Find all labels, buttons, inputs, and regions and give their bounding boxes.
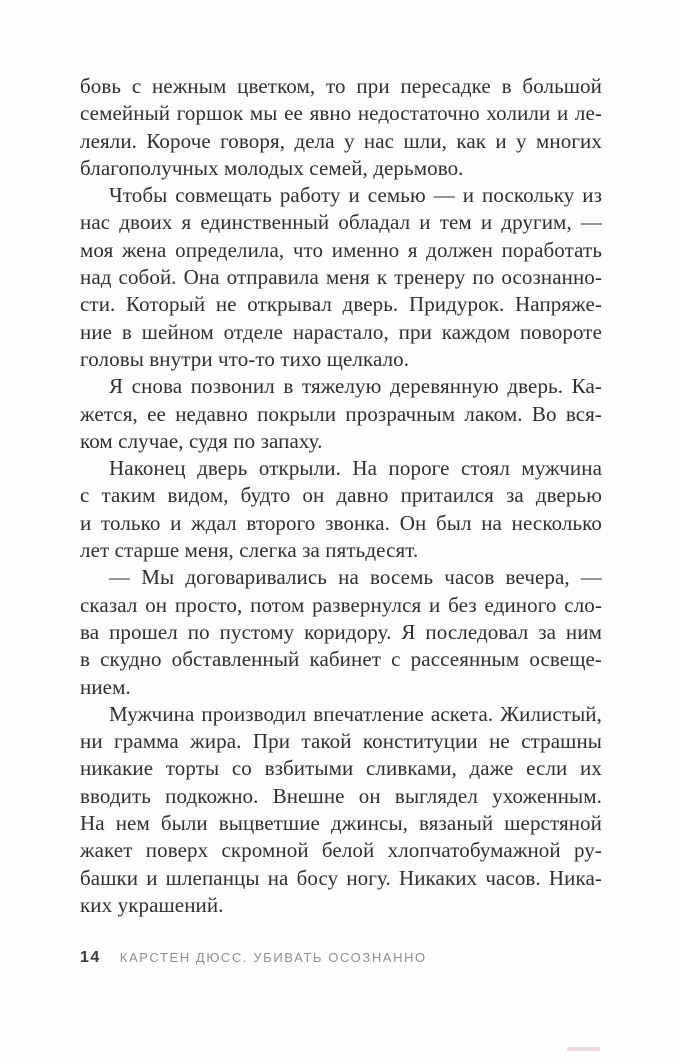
text-line: вводить подкожно. Внешне он выглядел ухоженным. — [80, 783, 602, 808]
text-line: ние в шейном отделе нарастало, при каждом повороте — [80, 319, 602, 344]
text-line: и только и ждал второго звонка. Он был на несколько — [80, 510, 602, 535]
text-line: Я снова позвонил в тяжелую деревянную дверь. Ка- — [109, 374, 602, 399]
text-line: Мужчина производил впечатление аскета. Жилистый, — [109, 701, 602, 726]
text-line: благополучных молодых семей, дерьмово. — [80, 155, 464, 180]
paragraph — [80, 73, 602, 182]
text-line: — Мы договаривались на восемь часов вечера, — — [109, 565, 602, 590]
text-line: над собой. Она отправила меня к тренеру по осознанно- — [80, 265, 602, 290]
text-line: никакие торты со взбитыми сливками, даже если их — [80, 756, 602, 781]
corner-highlight-marker — [567, 1047, 600, 1051]
text-line: нас двоих я единственный обладал и тем и другим, — — [80, 210, 602, 235]
text-line: головы внутри что-то тихо щелкало. — [80, 346, 410, 371]
text-line: лет старше меня, слегка за пятьдесят. — [80, 538, 419, 563]
text-line: ва прошел по пустому коридору. Я последовал за ним — [80, 619, 602, 644]
text-line: башки и шлепанцы на босу ногу. Никаких часов. Ника- — [80, 865, 602, 890]
text-line: в скудно обставленный кабинет с рассеянным освеще- — [80, 647, 602, 672]
text-line: семейный горшок мы ее явно недостаточно холили и ле- — [80, 101, 602, 126]
text-line: с таким видом, будто он давно притаился за дверью — [80, 483, 602, 508]
text-line: жется, ее недавно покрыли прозрачным лаком. Во вся- — [80, 401, 602, 426]
text-line: леяли. Короче говоря, дела у нас шли, как и у многих — [80, 128, 602, 153]
text-line: Чтобы совмещать работу и семью — и поскольку из — [109, 183, 602, 208]
text-line: сти. Который не открывал дверь. Придурок. Напряже- — [80, 292, 602, 317]
text-line: жакет поверх скромной белой хлопчатобумажной ру- — [80, 838, 602, 863]
paragraph — [80, 701, 602, 919]
page-footer — [80, 949, 427, 967]
paragraph — [80, 455, 602, 564]
text-line: моя жена определила, что именно я должен поработать — [80, 237, 602, 262]
running-title: КАРСТЕН ДЮСС. УБИВАТЬ ОСОЗНАННО — [119, 950, 427, 965]
text-line: сказал он просто, потом развернулся и без единого сло- — [80, 592, 602, 617]
body-text — [80, 73, 602, 919]
text-line: нием. — [80, 674, 131, 699]
text-line: На нем были выцветшие джинсы, вязаный шерстяной — [80, 811, 602, 836]
text-line: бовь с нежным цветком, то при пересадке в большой — [80, 74, 602, 98]
text-line: ни грамма жира. При такой конституции не страшны — [80, 729, 602, 754]
paragraph — [80, 564, 602, 700]
text-line: Наконец дверь открыли. На пороге стоял мужчина — [109, 456, 602, 481]
paragraph — [80, 373, 602, 455]
paragraph — [80, 182, 602, 373]
page-number: 14 — [80, 949, 101, 966]
text-line: ком случае, судя по запаху. — [80, 428, 323, 453]
text-line: ких украшений. — [80, 892, 224, 917]
